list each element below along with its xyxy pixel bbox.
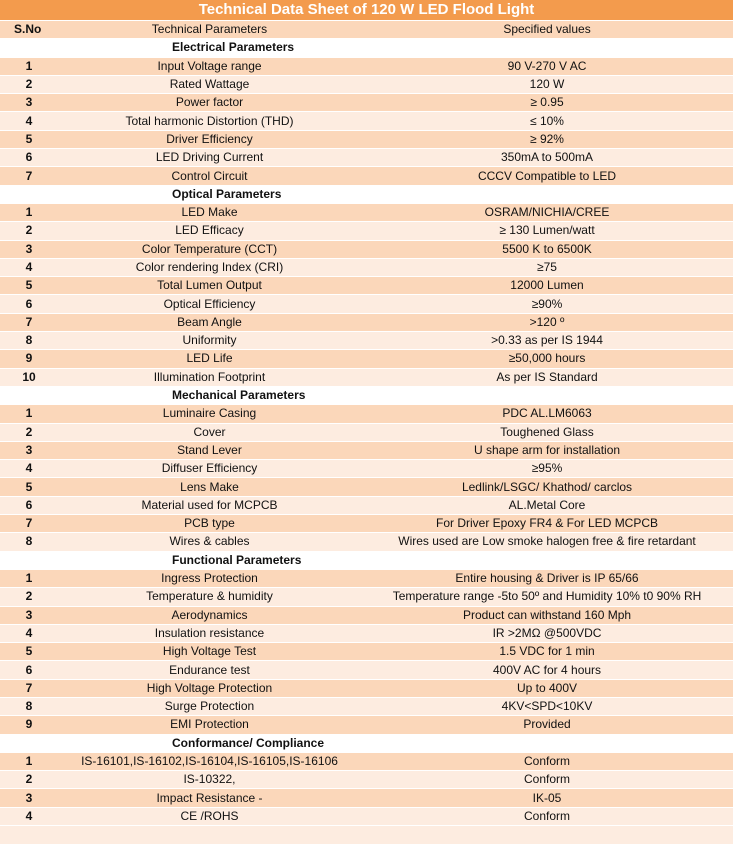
table-row — [0, 94, 733, 112]
table-row — [0, 222, 733, 240]
row-parameter: EMI Protection — [58, 716, 361, 734]
sheet-title: Technical Data Sheet of 120 W LED Flood Light — [0, 0, 733, 21]
section-heading: Mechanical Parameters — [58, 386, 733, 404]
row-sno: 1 — [0, 569, 58, 587]
row-sno: 6 — [0, 496, 58, 514]
row-sno: 3 — [0, 606, 58, 624]
table-row — [0, 789, 733, 807]
row-parameter: Lens Make — [58, 478, 361, 496]
row-value: PDC AL.LM6063 — [361, 405, 733, 423]
row-value: IR >2MΩ @500VDC — [361, 624, 733, 642]
row-parameter: Aerodynamics — [58, 606, 361, 624]
row-parameter: High Voltage Protection — [58, 679, 361, 697]
row-value: 90 V-270 V AC — [361, 57, 733, 75]
table-row — [0, 533, 733, 551]
row-parameter: Endurance test — [58, 661, 361, 679]
row-value: >120 º — [361, 313, 733, 331]
row-sno: 2 — [0, 588, 58, 606]
row-value: U shape arm for installation — [361, 441, 733, 459]
row-parameter: Temperature & humidity — [58, 588, 361, 606]
row-sno: 6 — [0, 295, 58, 313]
section-heading-row — [0, 39, 733, 57]
section-heading: Functional Parameters — [58, 551, 733, 569]
row-value: ≥50,000 hours — [361, 350, 733, 368]
table-row — [0, 661, 733, 679]
table-row — [0, 606, 733, 624]
row-value: 1.5 VDC for 1 min — [361, 643, 733, 661]
row-sno: 8 — [0, 697, 58, 715]
table-row — [0, 478, 733, 496]
row-parameter: Optical Efficiency — [58, 295, 361, 313]
row-parameter: Cover — [58, 423, 361, 441]
table-row — [0, 350, 733, 368]
row-parameter: Color rendering Index (CRI) — [58, 258, 361, 276]
row-value: ≥ 92% — [361, 130, 733, 148]
row-value: 12000 Lumen — [361, 277, 733, 295]
row-sno: 8 — [0, 332, 58, 350]
row-value: 5500 K to 6500K — [361, 240, 733, 258]
row-parameter: High Voltage Test — [58, 643, 361, 661]
section-sno — [0, 734, 58, 752]
table-row — [0, 295, 733, 313]
row-value: OSRAM/NICHIA/CREE — [361, 203, 733, 221]
section-sno — [0, 39, 58, 57]
row-sno: 5 — [0, 643, 58, 661]
table-row — [0, 258, 733, 276]
row-parameter: IS-10322, — [58, 771, 361, 789]
table-row — [0, 313, 733, 331]
row-parameter: Beam Angle — [58, 313, 361, 331]
row-sno: 10 — [0, 368, 58, 386]
row-parameter: IS-16101,IS-16102,IS-16104,IS-16105,IS-16106 — [58, 752, 361, 770]
table-row — [0, 588, 733, 606]
row-value: Toughened Glass — [361, 423, 733, 441]
row-value: Conform — [361, 807, 733, 825]
table-row — [0, 752, 733, 770]
row-sno: 1 — [0, 203, 58, 221]
row-value: Entire housing & Driver is IP 65/66 — [361, 569, 733, 587]
row-sno: 7 — [0, 167, 58, 185]
table-row — [0, 368, 733, 386]
table-row — [0, 240, 733, 258]
row-parameter: Wires & cables — [58, 533, 361, 551]
row-value: CCCV Compatible to LED — [361, 167, 733, 185]
table-row — [0, 569, 733, 587]
row-sno: 6 — [0, 661, 58, 679]
section-sno — [0, 185, 58, 203]
row-value: Provided — [361, 716, 733, 734]
row-sno: 7 — [0, 515, 58, 533]
row-sno: 2 — [0, 771, 58, 789]
table-row — [0, 203, 733, 221]
section-heading-row — [0, 386, 733, 404]
row-parameter: Surge Protection — [58, 697, 361, 715]
row-value: AL.Metal Core — [361, 496, 733, 514]
row-parameter: Insulation resistance — [58, 624, 361, 642]
section-sno — [0, 386, 58, 404]
header-value: Specified values — [361, 21, 733, 39]
row-parameter: Illumination Footprint — [58, 368, 361, 386]
row-value: ≤ 10% — [361, 112, 733, 130]
table-row — [0, 130, 733, 148]
row-sno: 1 — [0, 752, 58, 770]
row-parameter: Impact Resistance - — [58, 789, 361, 807]
row-value: Ledlink/LSGC/ Khathod/ carclos — [361, 478, 733, 496]
row-parameter: PCB type — [58, 515, 361, 533]
row-sno: 7 — [0, 679, 58, 697]
table-row — [0, 277, 733, 295]
row-value: >0.33 as per IS 1944 — [361, 332, 733, 350]
section-heading-row — [0, 551, 733, 569]
table-row — [0, 807, 733, 825]
row-parameter: Luminaire Casing — [58, 405, 361, 423]
row-sno: 4 — [0, 807, 58, 825]
row-value: Temperature range -5to 50º and Humidity 10% t0 90% RH — [361, 588, 733, 606]
row-parameter: Rated Wattage — [58, 75, 361, 93]
row-value: 400V AC for 4 hours — [361, 661, 733, 679]
header-sno: S.No — [0, 21, 58, 39]
row-sno: 5 — [0, 130, 58, 148]
row-sno: 4 — [0, 460, 58, 478]
section-sno — [0, 551, 58, 569]
row-value: As per IS Standard — [361, 368, 733, 386]
table-row — [0, 405, 733, 423]
row-sno: 4 — [0, 624, 58, 642]
row-sno: 7 — [0, 313, 58, 331]
row-sno: 3 — [0, 789, 58, 807]
row-sno: 6 — [0, 149, 58, 167]
row-parameter: Total harmonic Distortion (THD) — [58, 112, 361, 130]
row-parameter: Power factor — [58, 94, 361, 112]
row-parameter: Ingress Protection — [58, 569, 361, 587]
header-row — [0, 21, 733, 39]
row-sno: 3 — [0, 441, 58, 459]
row-parameter: LED Efficacy — [58, 222, 361, 240]
row-value: For Driver Epoxy FR4 & For LED MCPCB — [361, 515, 733, 533]
row-value: Conform — [361, 771, 733, 789]
section-heading: Optical Parameters — [58, 185, 733, 203]
section-heading-row — [0, 185, 733, 203]
row-value: ≥ 0.95 — [361, 94, 733, 112]
table-row — [0, 75, 733, 93]
row-parameter: Driver Efficiency — [58, 130, 361, 148]
row-sno: 9 — [0, 350, 58, 368]
row-sno: 3 — [0, 240, 58, 258]
row-parameter: LED Make — [58, 203, 361, 221]
row-parameter: Input Voltage range — [58, 57, 361, 75]
header-parameter: Technical Parameters — [58, 21, 361, 39]
row-parameter: Diffuser Efficiency — [58, 460, 361, 478]
row-value: Up to 400V — [361, 679, 733, 697]
row-sno: 1 — [0, 405, 58, 423]
table-row — [0, 771, 733, 789]
table-row — [0, 716, 733, 734]
table-row — [0, 697, 733, 715]
row-sno: 1 — [0, 57, 58, 75]
row-sno: 8 — [0, 533, 58, 551]
row-sno: 3 — [0, 94, 58, 112]
row-parameter: LED Driving Current — [58, 149, 361, 167]
table-row — [0, 515, 733, 533]
table-row — [0, 112, 733, 130]
section-heading-row — [0, 734, 733, 752]
table-row — [0, 441, 733, 459]
row-value: IK-05 — [361, 789, 733, 807]
table-row — [0, 149, 733, 167]
row-sno: 5 — [0, 478, 58, 496]
row-parameter: CE /ROHS — [58, 807, 361, 825]
row-parameter: Control Circuit — [58, 167, 361, 185]
row-value: Product can withstand 160 Mph — [361, 606, 733, 624]
row-sno: 4 — [0, 112, 58, 130]
table-row — [0, 423, 733, 441]
row-parameter: Color Temperature (CCT) — [58, 240, 361, 258]
title-row — [0, 0, 733, 21]
row-sno: 2 — [0, 222, 58, 240]
filler-row — [0, 826, 733, 845]
table-row — [0, 679, 733, 697]
row-parameter: Total Lumen Output — [58, 277, 361, 295]
row-value: ≥90% — [361, 295, 733, 313]
row-value: 4KV<SPD<10KV — [361, 697, 733, 715]
table-row — [0, 332, 733, 350]
section-heading: Conformance/ Compliance — [58, 734, 733, 752]
table-row — [0, 643, 733, 661]
table-row — [0, 460, 733, 478]
row-sno: 2 — [0, 423, 58, 441]
row-sno: 2 — [0, 75, 58, 93]
table-row — [0, 624, 733, 642]
table-row — [0, 57, 733, 75]
filler-cell — [0, 826, 733, 845]
row-value: ≥75 — [361, 258, 733, 276]
table-row — [0, 496, 733, 514]
section-heading: Electrical Parameters — [58, 39, 733, 57]
row-sno: 9 — [0, 716, 58, 734]
row-value: ≥ 130 Lumen/watt — [361, 222, 733, 240]
row-value: 350mA to 500mA — [361, 149, 733, 167]
row-parameter: Uniformity — [58, 332, 361, 350]
row-parameter: Stand Lever — [58, 441, 361, 459]
table-row — [0, 167, 733, 185]
row-value: Conform — [361, 752, 733, 770]
row-value: 120 W — [361, 75, 733, 93]
row-sno: 5 — [0, 277, 58, 295]
row-value: Wires used are Low smoke halogen free & fire retardant — [361, 533, 733, 551]
row-value: ≥95% — [361, 460, 733, 478]
row-parameter: Material used for MCPCB — [58, 496, 361, 514]
row-sno: 4 — [0, 258, 58, 276]
row-parameter: LED Life — [58, 350, 361, 368]
